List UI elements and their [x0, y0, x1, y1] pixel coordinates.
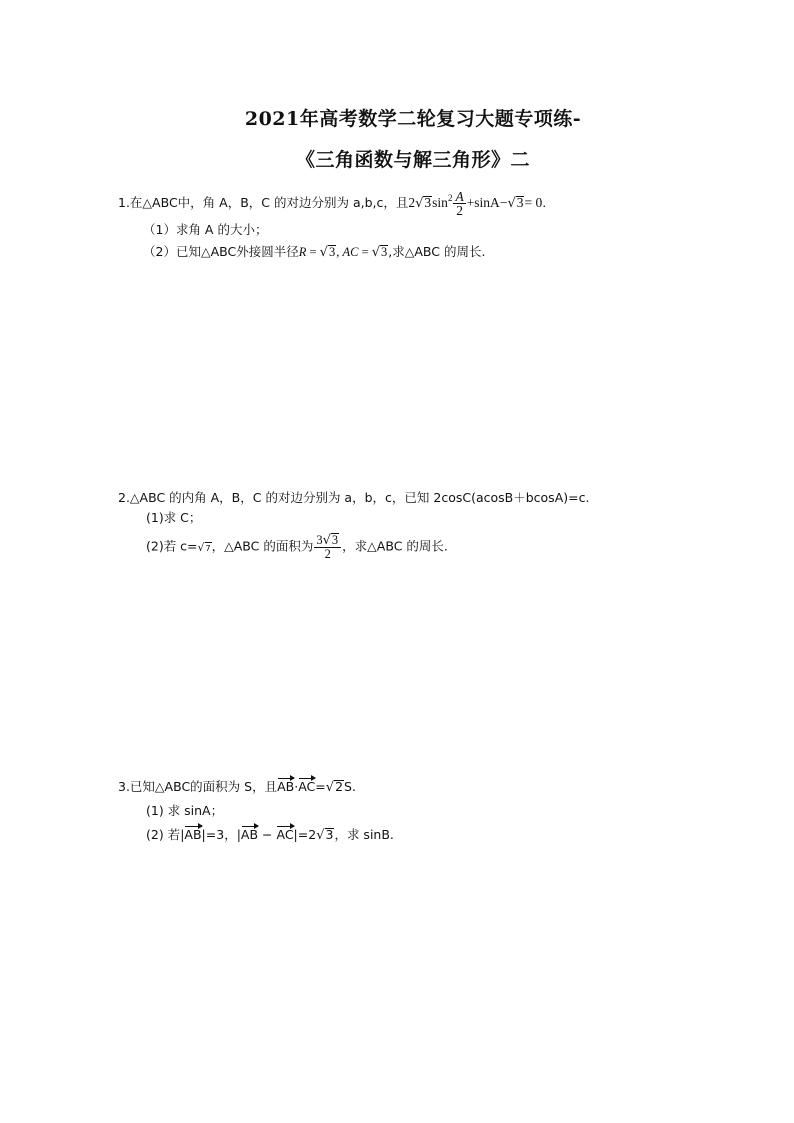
question-1-part-1: （1）求角 A 的大小； — [143, 222, 268, 237]
formula-minus: − — [499, 195, 508, 210]
vector-AB: AB — [277, 777, 294, 797]
question-1-end: . — [542, 195, 547, 210]
q3-sqrt2: √2 — [325, 779, 344, 795]
question-1-formula — [408, 189, 543, 219]
page-title-line2: 《三角函数与解三角形》二 — [295, 149, 530, 171]
question-3 — [118, 777, 356, 798]
q2-p2-text-a: (2)若 c= — [146, 538, 198, 554]
q3-text-a: 3.已知△ABC的面积为 S，且 — [118, 779, 278, 794]
q3-p2-vector-AB: AB — [184, 825, 201, 845]
question-2-part-1: (1)求 C； — [146, 510, 202, 525]
formula-plus-sinA: +sinA — [466, 195, 500, 210]
q1-p2-sqrt3-value: 3 — [328, 245, 336, 259]
q1-p2-formula — [299, 245, 389, 259]
q3-S: S. — [344, 779, 356, 794]
q3-p2-sqrt3: √3 — [316, 827, 334, 843]
q3-eq: = — [315, 779, 326, 794]
q2-sqrt7-value: 7 — [205, 543, 211, 553]
fraction-A-2 — [453, 190, 465, 217]
question-1-lead: 1.在△ABC中，角 A，B，C 的对边分别为 a,b,c，且 — [118, 195, 409, 210]
q3-p2-text-c: =2 — [297, 827, 317, 842]
question-1-part-2 — [143, 242, 485, 263]
q2-fraction-den: 2 — [324, 547, 331, 561]
q2-fraction-num — [314, 533, 341, 548]
q3-p2-text-b: =3， — [205, 827, 237, 842]
q1-p2-sqrt3: √3 — [319, 245, 336, 260]
question-2-part-2 — [146, 533, 448, 561]
q1-p2-sqrt3b-value: 3 — [381, 245, 388, 259]
page-title-line1: 2021年高考数学二轮复习大题专项练- — [244, 108, 582, 130]
q2-num-sqrt-value: 3 — [331, 533, 339, 547]
q1-p2-AC: AC — [342, 245, 359, 259]
sqrt-3b-value: 3 — [516, 195, 524, 210]
question-2: 2.△ABC 的内角 A，B，C 的对边分别为 a，b，c，已知 2cosC(acosB＋bcosA)=c. — [118, 490, 590, 505]
q2-num-coef: 3 — [316, 533, 323, 547]
q2-sqrt7: √7 — [197, 540, 211, 554]
q3-p2-text-d: ，求 sinB. — [334, 827, 394, 842]
q3-p2-vector-AB2: AB — [241, 825, 258, 845]
question-3-part-1: (1) 求 sinA； — [146, 803, 224, 818]
formula-coef: 2 — [408, 195, 416, 210]
q1-p2-text-a: （2）已知△ABC外接圆半径 — [143, 244, 299, 259]
sqrt-3b: √3 — [507, 195, 524, 211]
q2-num-sqrt: √3 — [322, 533, 339, 548]
sqrt-3-value: 3 — [424, 195, 432, 210]
q1-p2-sqrt3b: √3 — [371, 245, 388, 260]
q1-p2-comma: , — [336, 245, 343, 259]
q3-p2-minus: − — [258, 827, 277, 842]
question-3-part-2: (2) 若|AB|=3，|AB − AC|=2√3，求 sinB. — [146, 825, 394, 846]
q1-p2-text-b: ,求△ABC 的周长. — [388, 244, 486, 259]
sqrt-3: √3 — [415, 195, 432, 211]
fraction-num: A — [455, 189, 464, 205]
fraction-den: 2 — [456, 203, 463, 219]
q3-sqrt2-value: 2 — [335, 779, 344, 794]
q3-p2-vector-AC2: AC — [276, 825, 293, 845]
q3-dot: · — [294, 779, 299, 794]
q3-p2-text-a: (2) 若 — [146, 827, 181, 842]
q3-p2-sqrt3-value: 3 — [325, 827, 334, 842]
q1-p2-R: R — [298, 245, 307, 259]
q2-p2-text-b: ，△ABC 的面积为 — [211, 538, 314, 554]
vector-AC: AC — [298, 777, 315, 797]
q1-p2-eq2: = — [358, 245, 372, 259]
q2-p2-text-c: ，求△ABC 的周长. — [342, 538, 448, 554]
q1-p2-eq: = — [306, 245, 320, 259]
formula-eq0: = 0 — [524, 195, 543, 210]
formula-sin: sin — [432, 195, 448, 210]
q2-fraction — [314, 533, 341, 561]
formula-sup: 2 — [447, 193, 453, 203]
question-1 — [118, 188, 546, 217]
